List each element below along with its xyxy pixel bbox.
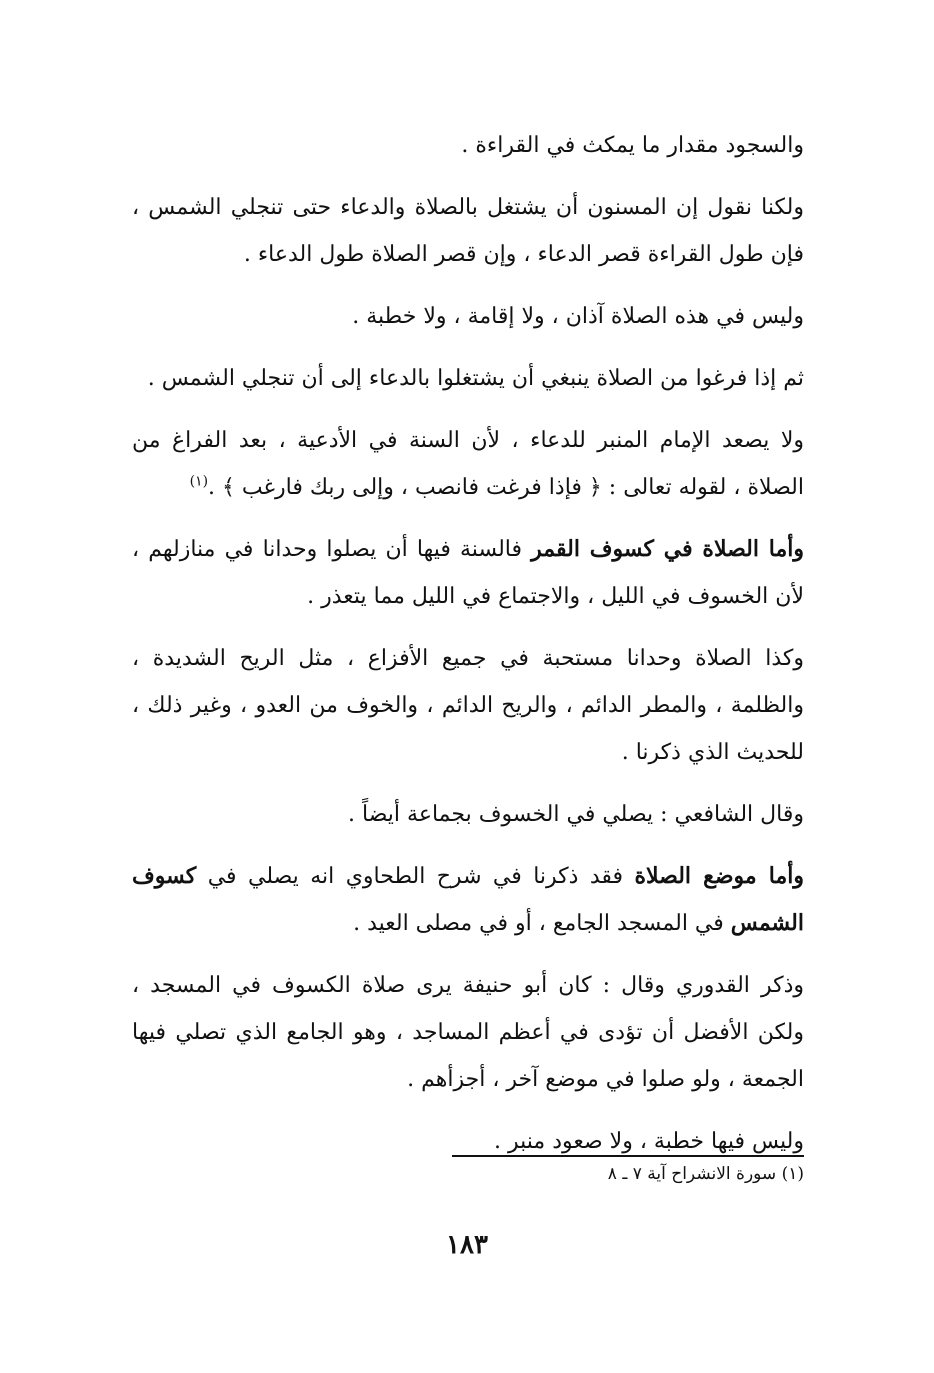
paragraph-8-text: وقال الشافعي : يصلي في الخسوف بجماعة أيضاً .: [348, 802, 804, 827]
paragraph-4-text: ثم إذا فرغوا من الصلاة ينبغي أن يشتغلوا بالدعاء إلى أن تنجلي الشمس .: [147, 366, 804, 391]
paragraph-2: [132, 184, 804, 278]
paragraph-2-text: ولكنا نقول إن المسنون أن يشتغل بالصلاة والدعاء حتى تنجلي الشمس ، فإن طول القراءة قصر الدعاء ، وإن قصر الصلاة طول الدعاء .: [132, 195, 804, 267]
paragraph-9: [132, 853, 804, 947]
paragraph-11: [132, 1118, 804, 1165]
footnote-reference: (١): [189, 473, 209, 490]
paragraph-5-text: ولا يصعد الإمام المنبر للدعاء ، لأن السنة في الأدعية ، بعد الفراغ من الصلاة ، لقوله تعالى : ﴿ فإذا فرغت فانصب ، وإلى ربك فارغب ﴾ .: [132, 428, 804, 500]
paragraph-3: [132, 293, 804, 340]
paragraph-10-text: وذكر القدوري وقال : كان أبو حنيفة يرى صلاة الكسوف في المسجد ، ولكن الأفضل أن تؤدى في أعظم المساجد ، وهو الجامع الذي تصلي فيها الجمعة ، ولو صلوا في موضع آخر ، أجزأهم .: [132, 973, 804, 1092]
paragraph-1-text: والسجود مقدار ما يمكث في القراءة .: [461, 133, 804, 158]
footnote-divider: [452, 1155, 804, 1157]
paragraph-11-text: وليس فيها خطبة ، ولا صعود منبر .: [494, 1129, 804, 1154]
paragraph-3-text: وليس في هذه الصلاة آذان ، ولا إقامة ، ولا خطبة .: [352, 304, 804, 329]
paragraph-7: [132, 635, 804, 776]
paragraph-9-heading: وأما موضع الصلاة: [634, 863, 804, 889]
paragraph-6-text: فالسنة فيها أن يصلوا وحدانا في منازلهم ، لأن الخسوف في الليل ، والاجتماع في الليل مما يتعذر .: [132, 537, 804, 609]
footnote: (١) سورة الانشراح آية ٧ ـ ٨: [607, 1164, 804, 1184]
paragraph-4: [132, 355, 804, 402]
paragraph-8: [132, 791, 804, 838]
paragraph-9-emphasis: كسوف الشمس: [132, 863, 804, 936]
paragraph-5: [132, 417, 804, 511]
paragraph-6-heading: وأما الصلاة في كسوف القمر: [531, 536, 804, 562]
paragraph-7-text: وكذا الصلاة وحدانا مستحبة في جميع الأفزاع ، مثل الريح الشديدة ، والظلمة ، والمطر الدائم ، والريح الدائم ، والخوف من العدو ، وغير ذلك ، للحديث الذي ذكرنا .: [132, 646, 804, 765]
paragraph-9-text: فقد ذكرنا في شرح الطحاوي انه يصلي في: [196, 864, 635, 889]
paragraph-6: [132, 526, 804, 620]
paragraph-9-text-end: في المسجد الجامع ، أو في مصلى العيد .: [353, 911, 731, 936]
page-number: ١٨٣: [446, 1230, 488, 1260]
page-body: [132, 122, 804, 1180]
paragraph-10: [132, 962, 804, 1103]
paragraph-1: [132, 122, 804, 169]
